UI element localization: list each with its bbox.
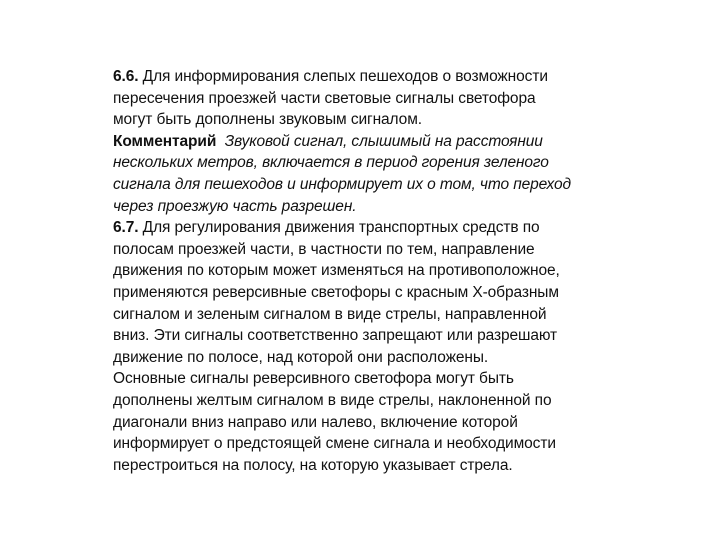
comment-line-1 — [113, 131, 673, 153]
section-6-6-line-2: пересечения проезжей части световые сигналы светофора — [113, 89, 536, 107]
section-6-6-line-3: могут быть дополнены звуковым сигналом. — [113, 111, 422, 129]
comment-line-4: через проезжую часть разрешен. — [113, 197, 357, 215]
section-6-7-line-8: Основные сигналы реверсивного светофора могут быть — [113, 370, 514, 388]
comment-line-3: сигнала для пешеходов и информирует их о том, что переход — [113, 175, 571, 193]
section-6-7-line-3: движения по которым может изменяться на противоположное, — [113, 262, 560, 280]
section-6-7-line-12: перестроиться на полосу, на которую указывает стрела. — [113, 456, 513, 474]
section-6-7-line-11: информирует о предстоящей смене сигнала и необходимости — [113, 435, 556, 453]
section-number-6-7: 6.7. — [113, 219, 139, 237]
section-6-7-line-7: движение по полосе, над которой они расположены. — [113, 348, 489, 366]
section-text: Для регулирования движения транспортных средств по — [138, 219, 540, 237]
section-6-7-line-6: вниз. Эти сигналы соответственно запрещают или разрешают — [113, 327, 558, 345]
section-6-7-line-10: диагонали вниз направо или налево, включение которой — [113, 413, 518, 431]
comment-text: Звуковой сигнал, слышимый на расстоянии — [216, 132, 543, 150]
section-6-7-line-4: применяются реверсивные светофоры с красным X-образным — [113, 283, 559, 301]
section-number-6-6: 6.6. — [113, 68, 139, 85]
section-6-7-line-1 — [113, 217, 673, 239]
section-6-6-line-1 — [113, 66, 673, 88]
comment-label: Комментарий — [113, 132, 217, 150]
comment-line-2: нескольких метров, включается в период горения зеленого — [113, 154, 549, 172]
section-6-7-line-9: дополнены желтым сигналом в виде стрелы, наклоненной по — [113, 391, 552, 409]
document-text — [113, 66, 673, 476]
section-text: Для информирования слепых пешеходов о возможности — [138, 68, 548, 85]
section-6-7-line-2: полосам проезжей части, в частности по тем, направление — [113, 240, 535, 258]
section-6-7-line-5: сигналом и зеленым сигналом в виде стрелы, направленной — [113, 305, 547, 323]
